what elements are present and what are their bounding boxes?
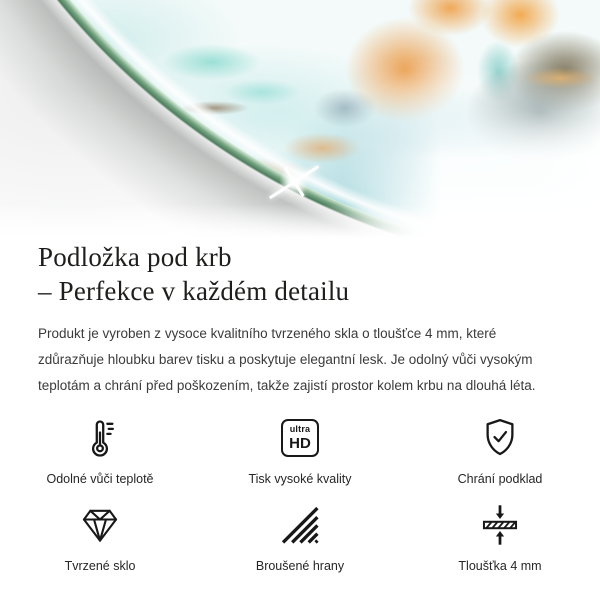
feature-polished-edges (200, 502, 400, 573)
ultra-hd-icon: ultra HD (281, 419, 319, 457)
feature-label: Odolné vůči teplotě (46, 472, 154, 486)
page-title (38, 240, 562, 308)
feature-thickness (400, 502, 600, 573)
thermometer-icon (78, 415, 122, 461)
feature-label: Tisk vysoké kvality (248, 472, 352, 486)
feature-protects-base (400, 415, 600, 486)
feature-tempered-glass (0, 502, 200, 573)
feature-label: Broušené hrany (255, 559, 345, 573)
features-grid (0, 415, 600, 573)
feature-print-quality (200, 415, 400, 486)
thickness-icon (478, 502, 522, 548)
photo-fade-bottom (0, 204, 600, 238)
page-title-line2: – Perfekce v každém detailu (38, 276, 350, 306)
product-photo (0, 0, 600, 238)
shield-check-icon (478, 415, 522, 461)
photo-fade-right (342, 0, 600, 238)
product-description: Produkt je vyroben z vysoce kvalitního tvrzeného skla o tloušťce 4 mm, které zdůrazňuje hloubku barev tisku a poskytuje elegantní lesk. Je odolný vůči vysokým teplotám a chrání před poškozením, takže zajistí prostor kolem krbu na dlouhá léta. (38, 326, 536, 393)
polished-edges-icon (278, 502, 322, 548)
feature-label: Tvrzené sklo (64, 559, 136, 573)
feature-heat-resistant (0, 415, 200, 486)
feature-label: Tloušťka 4 mm (458, 559, 542, 573)
page-title-line1: Podložka pod krb (38, 242, 232, 272)
feature-label: Chrání podklad (457, 472, 543, 486)
diamond-icon (78, 502, 122, 548)
